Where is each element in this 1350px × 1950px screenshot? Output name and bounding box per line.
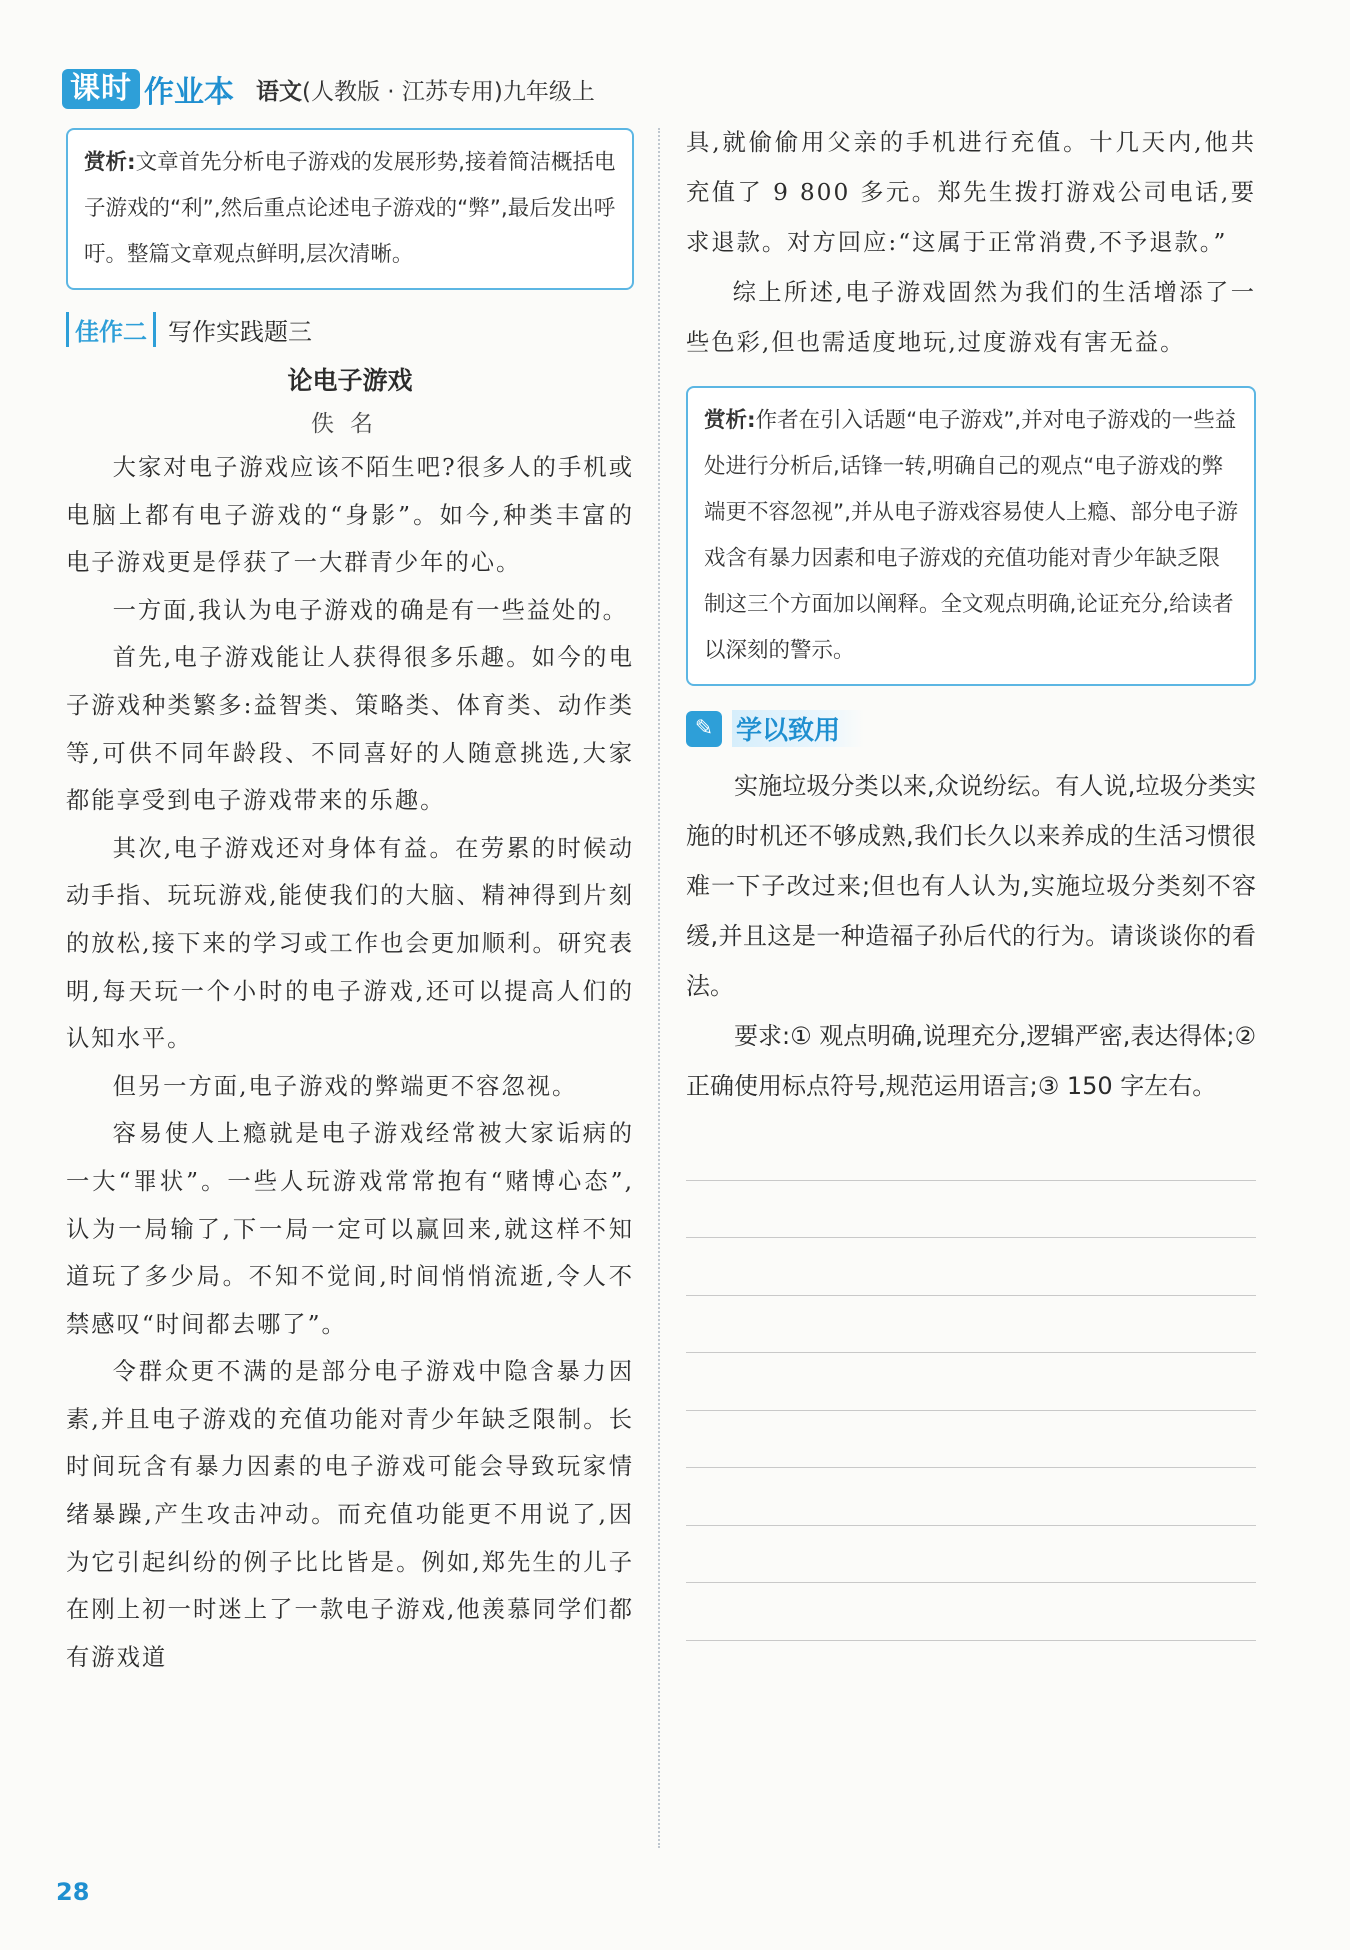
essay-title: 论电子游戏 bbox=[287, 366, 413, 395]
essay-practice: 写作实践题三 bbox=[168, 318, 312, 346]
subject-name: 语文 bbox=[256, 78, 302, 105]
answer-lines[interactable] bbox=[686, 1123, 1256, 1641]
answer-line[interactable] bbox=[686, 1468, 1256, 1526]
appreciation-label: 赏析: bbox=[84, 150, 136, 175]
book-subject bbox=[256, 73, 595, 106]
essay-continuation: 具,就偷偷用父亲的手机进行充值。十几天内,他共充值了 9 800 多元。郑先生拨打游戏公司电话,要求退款。对方回应:“这属于正常消费,不予退款。” bbox=[686, 129, 1256, 256]
page-header bbox=[62, 68, 595, 110]
brand-logo: 课时 bbox=[62, 69, 140, 109]
appreciation-text: 文章首先分析电子游戏的发展形势,接着简洁概括电子游戏的“利”,然后重点论述电子游戏的“弊”,最后发出呼吁。整篇文章观点鲜明,层次清晰。 bbox=[84, 150, 616, 267]
answer-line[interactable] bbox=[686, 1238, 1256, 1296]
column-divider bbox=[658, 128, 660, 1848]
appreciation-box-2 bbox=[686, 386, 1256, 686]
brand-name: 作业本 bbox=[144, 75, 234, 110]
answer-line[interactable] bbox=[686, 1123, 1256, 1181]
essay-paragraph: 但另一方面,电子游戏的弊端更不容忽视。 bbox=[112, 1072, 578, 1100]
essay-paragraph: 大家对电子游戏应该不陌生吧?很多人的手机或电脑上都有电子游戏的“身影”。如今,种类丰富的电子游戏更是俘获了一大群青少年的心。 bbox=[66, 454, 634, 577]
answer-line[interactable] bbox=[686, 1526, 1256, 1584]
essay-paragraph: 令群众更不满的是部分电子游戏中隐含暴力因素,并且电子游戏的充值功能对青少年缺乏限制。长时间玩含有暴力因素的电子游戏可能会导致玩家情绪暴躁,产生攻击冲动。而充值功能更不用说了,因为它引起纠纷的例子比比皆是。例如,郑先生的儿子在刚上初一时迷上了一款电子游戏,他羡慕同学们都有游戏道 bbox=[66, 1358, 634, 1671]
right-column bbox=[686, 118, 1256, 1641]
section-heading bbox=[686, 710, 1256, 747]
essay-paragraph: 容易使人上瘾就是电子游戏经常被大家诟病的一大“罪状”。一些人玩游戏常常抱有“赌博心态”,认为一局输了,下一局一定可以赢回来,就这样不知道玩了多少局。不知不觉间,时间悄悄流逝,令人不禁感叹“时间都去哪了”。 bbox=[66, 1120, 634, 1338]
answer-line[interactable] bbox=[686, 1411, 1256, 1469]
subject-edition: (人教版 · 江苏专用)九年级上 bbox=[302, 78, 595, 105]
appreciation-box-1 bbox=[66, 128, 634, 290]
appreciation-text: 作者在引入话题“电子游戏”,并对电子游戏的一些益处进行分析后,话锋一转,明确自己的观点“电子游戏的弊端更不容忽视”,并从电子游戏容易使人上瘾、部分电子游戏含有暴力因素和电子游戏的充值功能对青少年缺乏限制这三个方面加以阐释。全文观点明确,论证充分,给读者以深刻的警示。 bbox=[704, 408, 1238, 663]
page-number: 28 bbox=[56, 1878, 90, 1906]
essay-conclusion: 综上所述,电子游戏固然为我们的生活增添了一些色彩,但也需适度地玩,过度游戏有害无益。 bbox=[686, 279, 1256, 356]
essay-paragraph: 一方面,我认为电子游戏的确是有一些益处的。 bbox=[112, 596, 628, 624]
essay-paragraph: 首先,电子游戏能让人获得很多乐趣。如今的电子游戏种类繁多:益智类、策略类、体育类、动作类等,可供不同年龄段、不同喜好的人随意挑选,大家都能享受到电子游戏带来的乐趣。 bbox=[66, 644, 634, 815]
answer-line[interactable] bbox=[686, 1583, 1256, 1641]
essay-author: 佚名 bbox=[311, 411, 389, 437]
pencil-icon: ✎ bbox=[686, 711, 722, 747]
answer-line[interactable] bbox=[686, 1296, 1256, 1354]
writing-prompt: 实施垃圾分类以来,众说纷纭。有人说,垃圾分类实施的时机还不够成熟,我们长久以来养成的生活习惯很难一下子改过来;但也有人认为,实施垃圾分类刻不容缓,并且这是一种造福子孙后代的行为。请谈谈你的看法。 bbox=[686, 772, 1256, 1000]
essay-heading bbox=[66, 312, 634, 347]
writing-requirements: 要求:① 观点明确,说理充分,逻辑严密,表达得体;② 正确使用标点符号,规范运用语言;③ 150 字左右。 bbox=[686, 1022, 1256, 1100]
section-title: 学以致用 bbox=[732, 710, 864, 747]
left-column bbox=[66, 128, 634, 1681]
essay-tag: 佳作二 bbox=[66, 312, 156, 347]
answer-line[interactable] bbox=[686, 1353, 1256, 1411]
appreciation-label: 赏析: bbox=[704, 408, 756, 433]
answer-line[interactable] bbox=[686, 1181, 1256, 1239]
essay-paragraph: 其次,电子游戏还对身体有益。在劳累的时候动动手指、玩玩游戏,能使我们的大脑、精神得到片刻的放松,接下来的学习或工作也会更加顺利。研究表明,每天玩一个小时的电子游戏,还可以提高人们的认知水平。 bbox=[66, 834, 634, 1053]
